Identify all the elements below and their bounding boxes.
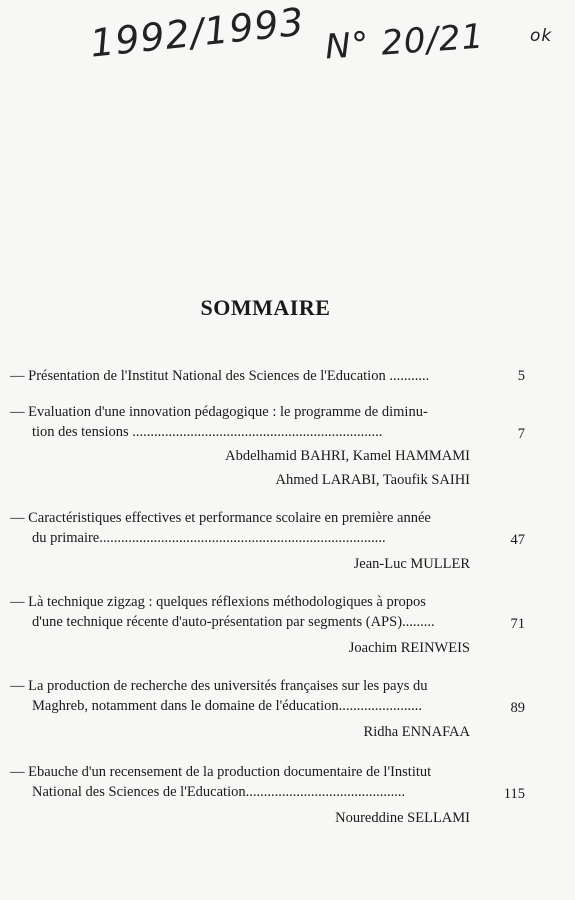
entry-title-line: d'une technique récente d'auto-présentation par segments (APS)......... xyxy=(32,614,435,630)
page-title: SOMMAIRE xyxy=(200,294,331,320)
entry-title-line: Maghreb, notamment dans le domaine de l'éducation....................... xyxy=(32,698,422,714)
page-number: 71 xyxy=(510,616,525,632)
toc-entry xyxy=(10,676,525,742)
toc-entry xyxy=(10,762,525,828)
page-number: 115 xyxy=(503,786,525,802)
page-number: 5 xyxy=(517,368,525,384)
page-number: 7 xyxy=(517,426,525,442)
entry-author: Joachim REINWEIS xyxy=(348,640,470,656)
entry-title-line: — Caractéristiques effectives et performance scolaire en première année xyxy=(10,510,431,526)
page-number: 47 xyxy=(510,532,525,548)
entry-title-line: — La production de recherche des universités françaises sur les pays du xyxy=(10,678,428,694)
toc-entry xyxy=(10,402,525,490)
entry-title-line: National des Sciences de l'Education............................................ xyxy=(32,784,406,800)
entry-title-line: — Evaluation d'une innovation pédagogique : le programme de diminu- xyxy=(10,404,428,420)
toc-entry xyxy=(10,592,525,658)
handwritten-check-mark: ok xyxy=(530,26,553,46)
entry-title-line: — Ebauche d'un recensement de la production documentaire de l'Institut xyxy=(10,764,432,780)
page-number: 89 xyxy=(510,700,525,716)
entry-title-line: du primaire............................................................................... xyxy=(32,530,386,546)
toc-entry xyxy=(10,508,525,574)
entry-author: Noureddine SELLAMI xyxy=(335,810,470,826)
entry-title-line: tion des tensions ..................................................................... xyxy=(32,424,383,440)
entry-author: Jean-Luc MULLER xyxy=(353,556,470,572)
handwritten-years: 1992/1993 xyxy=(88,0,307,66)
entry-author: Ahmed LARABI, Taoufik SAIHI xyxy=(275,472,470,488)
entry-author: Ridha ENNAFAA xyxy=(363,724,470,740)
entry-title-line: — Là technique zigzag : quelques réflexions méthodologiques à propos xyxy=(10,594,426,610)
toc-entry xyxy=(10,366,525,386)
handwritten-issue-number: N° 20/21 xyxy=(323,16,486,68)
entry-title-line: — Présentation de l'Institut National des Sciences de l'Education ........... xyxy=(10,368,430,384)
entry-author: Abdelhamid BAHRI, Kamel HAMMAMI xyxy=(225,448,470,464)
